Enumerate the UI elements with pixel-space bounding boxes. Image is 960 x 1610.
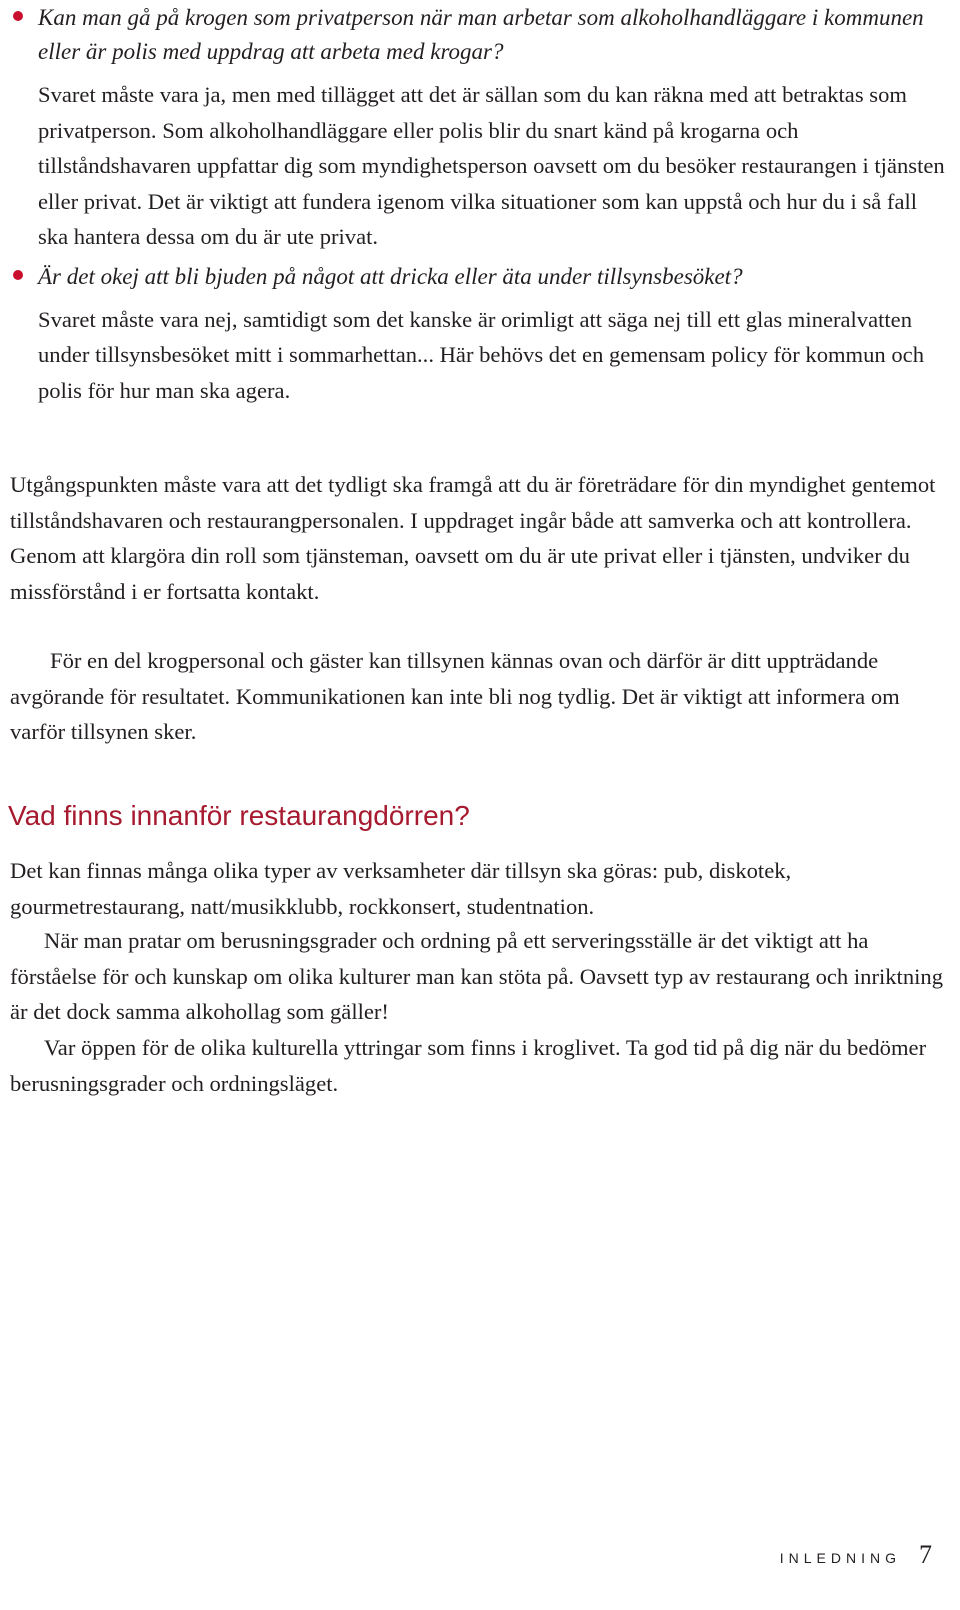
body-paragraph: Var öppen för de olika kulturella yttringar som finns i kroglivet. Ta god tid på dig när du bedömer berusningsgrader och ordningsläget. (10, 1035, 927, 1096)
footer-section-label: INLEDNING (779, 1550, 901, 1566)
bullet-question: Kan man gå på krogen som privatperson när man arbetar som alkoholhandläggare i kommunen eller är polis med uppdrag att arbeta med krogar? (38, 5, 924, 64)
body-paragraph: När man pratar om berusningsgrader och ordning på ett serveringsställe är det viktigt att ha förståelse för och kunskap om olika kulturer man kan stöta på. Oavsett typ av restaurang och inriktning är det dock samma alkohollag som gäller! (10, 928, 943, 1024)
bullet-item (10, 259, 950, 409)
section-heading: Vad finns innanför restaurangdörren? (8, 800, 470, 831)
bullet-question: Är det okej att bli bjuden på något att dricka eller äta under tillsynsbesöket? (38, 263, 743, 289)
body-paragraph: Det kan finnas många olika typer av verksamheter där tillsyn ska göras: pub, diskotek, gourmetrestaurang, natt/musikklubb, rockkonsert, studentnation. (10, 858, 792, 919)
bullet-answer: Svaret måste vara ja, men med tillägget att det är sällan som du kan räkna med att betraktas som privatperson. Som alkoholhandläggare eller polis blir du snart känd på krogarna och tillståndshavaren uppfattar dig som myndighetsperson oavsett om du besöker restaurangen i tjänsten eller privat. Det är viktigt att fundera igenom vilka situationer som kan uppstå och hur du i så fall ska hantera dessa om du är ute privat. (38, 82, 945, 249)
bullet-dot-icon (13, 270, 23, 280)
body-paragraph: För en del krogpersonal och gäster kan tillsynen kännas ovan och därför är ditt uppträdande avgörande för resultatet. Kommunikationen kan inte bli nog tydlig. Det är viktigt att informera om varför tillsynen sker. (10, 648, 900, 744)
bullet-dot-icon (13, 11, 23, 21)
bullet-answer: Svaret måste vara nej, samtidigt som det kanske är orimligt att säga nej till ett glas mineralvatten under tillsynsbesöket mitt i sommarhettan... Här behövs det en gemensam policy för kommun och polis för hur man ska agera. (38, 306, 924, 403)
body-paragraph: Utgångspunkten måste vara att det tydligt ska framgå att du är företrädare för din myndighet gentemot tillståndshavaren och restaurangpersonalen. I uppdraget ingår både att samverka och att kontrollera. Genom att klargöra din roll som tjänsteman, oavsett om du är ute privat eller i tjänsten, undviker du missförstånd i er fortsatta kontakt. (10, 472, 936, 604)
page-footer (780, 1540, 932, 1570)
page-number: 7 (919, 1540, 932, 1569)
bullet-list (10, 0, 950, 412)
bullet-item (10, 0, 950, 255)
